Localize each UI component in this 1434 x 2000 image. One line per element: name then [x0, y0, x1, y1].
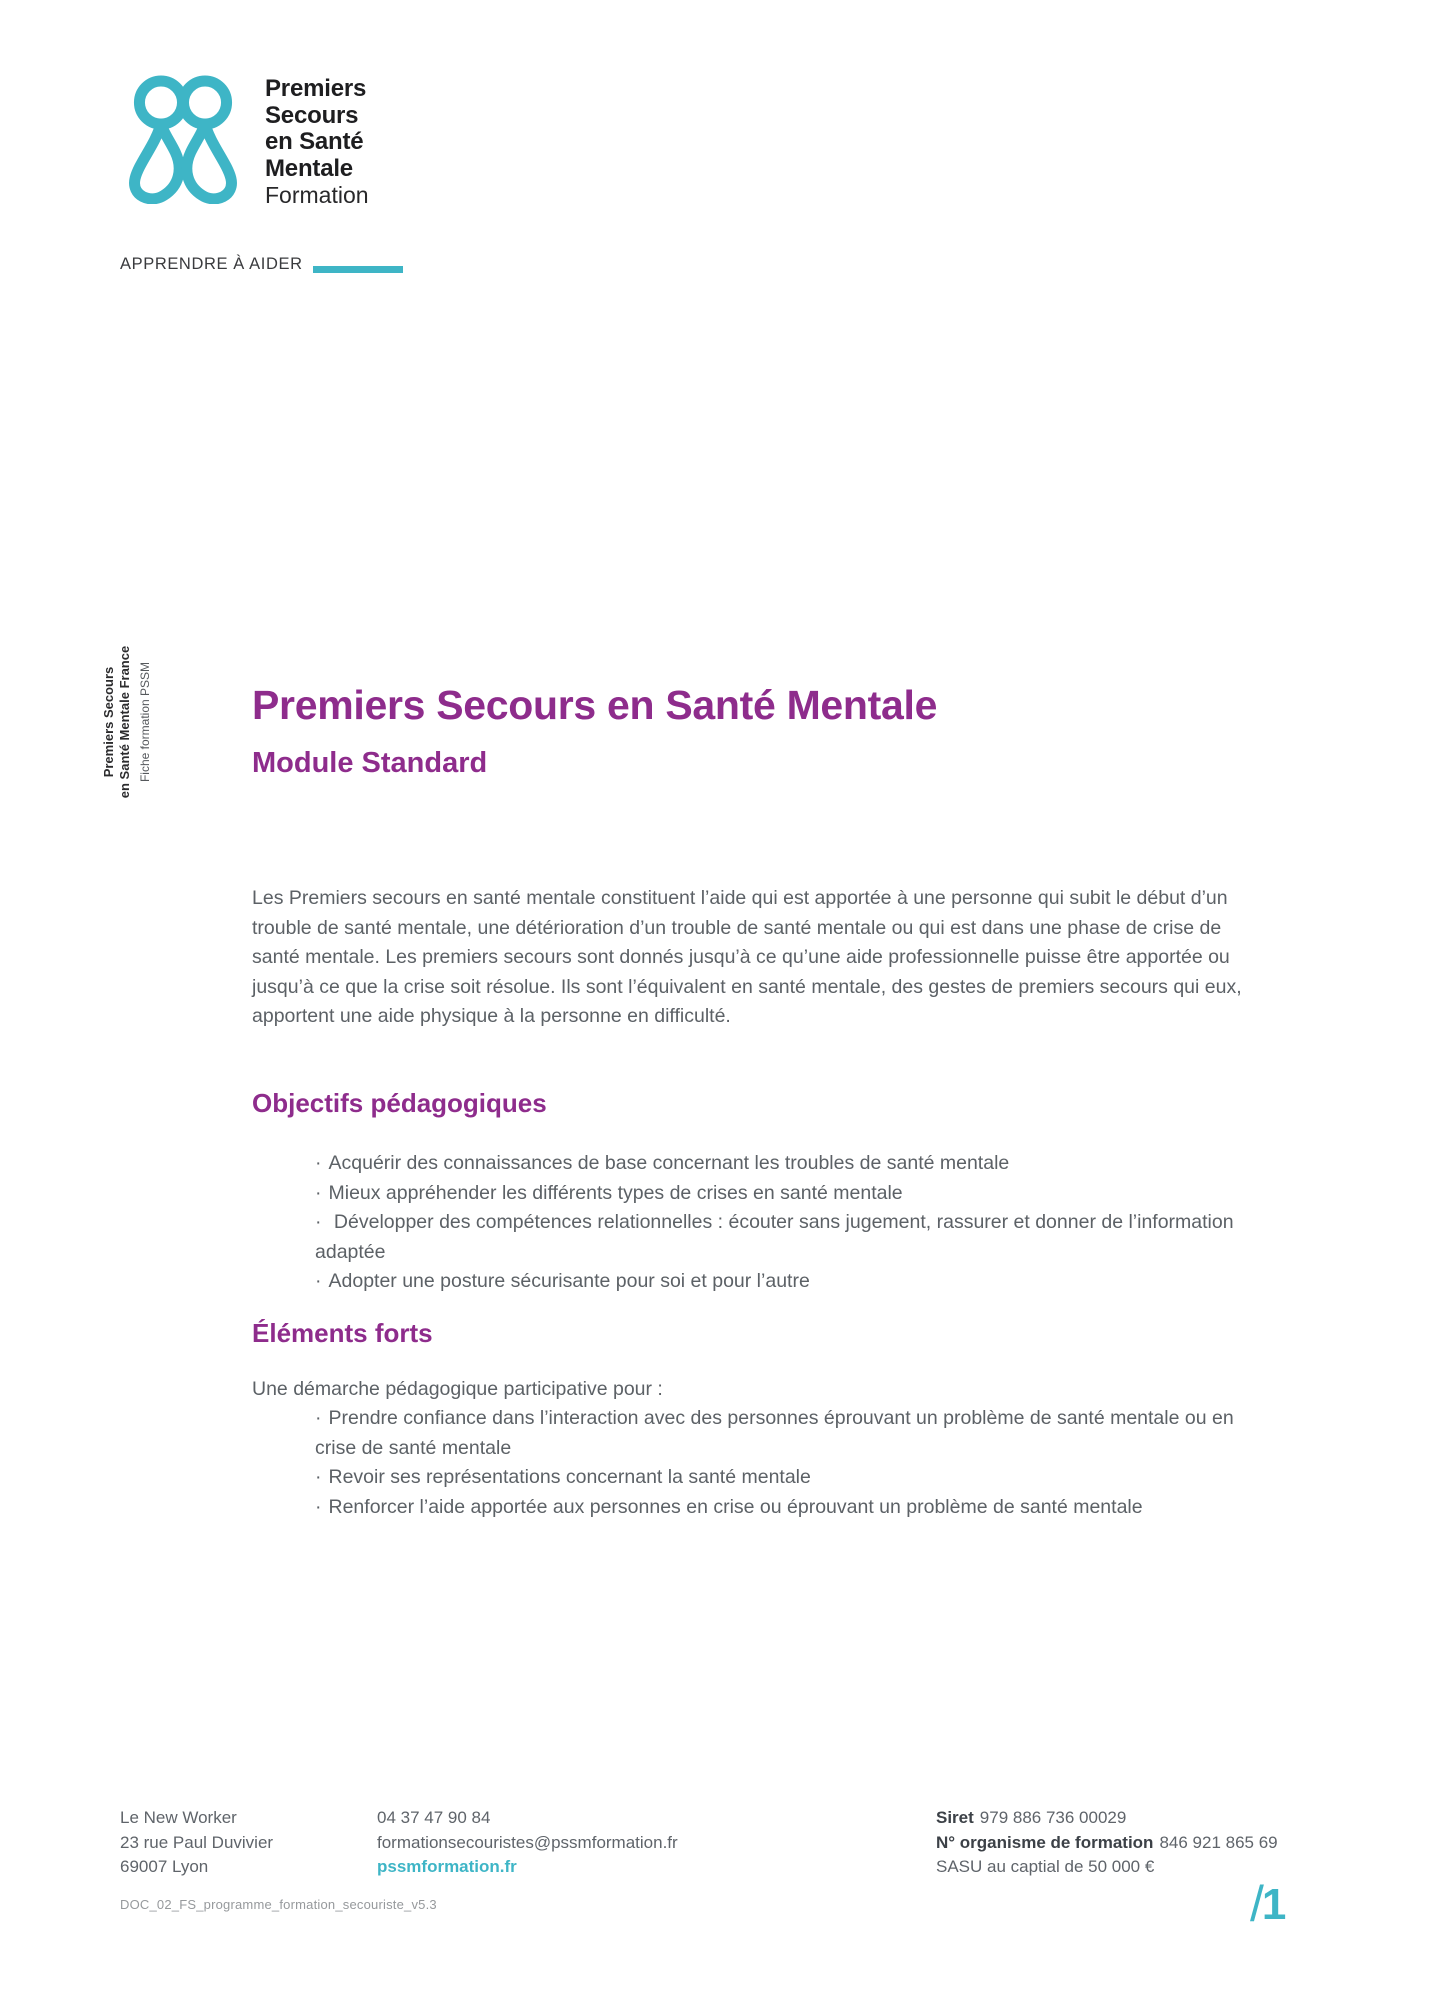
- email-link[interactable]: formationsecouristes@pssmformation.fr: [377, 1832, 678, 1852]
- list-item-text: Prendre confiance dans l’interaction avec des personnes éprouvant un problème de santé mentale ou en crise de santé mentale: [315, 1407, 1234, 1459]
- list-item-text: Mieux appréhender les différents types de crises en santé mentale: [328, 1181, 903, 1204]
- list-item: [315, 1208, 1250, 1267]
- page-number: [1250, 1876, 1286, 1934]
- objectives-list: [315, 1149, 1250, 1297]
- address-line: 23 rue Paul Duvivier: [120, 1832, 274, 1852]
- organisme-label: N° organisme de formation: [936, 1832, 1154, 1852]
- bullet-dot: ·: [315, 1152, 322, 1174]
- bullet-dot: ·: [315, 1211, 322, 1233]
- siret-line: [936, 1806, 1278, 1831]
- pssm-logo-icon: [116, 70, 250, 204]
- siret-value: 979 886 736 00029: [979, 1808, 1127, 1827]
- footer-contact: [377, 1806, 678, 1880]
- footer-address: [120, 1806, 273, 1880]
- logo-word-formation: Formation: [265, 182, 369, 208]
- address-line: 69007 Lyon: [120, 1857, 209, 1876]
- list-item: [315, 1179, 1250, 1209]
- list-item: [315, 1404, 1255, 1463]
- page-number-value: 1: [1261, 1880, 1287, 1929]
- tagline-underline-bar: [313, 266, 403, 273]
- elements-list: [315, 1404, 1255, 1522]
- list-item-text: Développer des compétences relationnelles : écouter sans jugement, rassurer et donner de l’information adaptée: [315, 1211, 1234, 1263]
- page-subtitle: Module Standard: [252, 747, 488, 779]
- sasu-line: SASU au captial de 50 000 €: [936, 1857, 1155, 1876]
- bullet-dot: ·: [315, 1407, 322, 1429]
- side-label-bold-line: Premiers Secours: [101, 666, 116, 778]
- phone-number: 04 37 47 90 84: [377, 1808, 491, 1827]
- logo-word-line: Premiers: [265, 75, 367, 102]
- organisme-line: [936, 1831, 1278, 1856]
- list-item-text: Revoir ses représentations concernant la santé mentale: [328, 1466, 811, 1488]
- bullet-dot: ·: [315, 1270, 322, 1292]
- bullet-dot: ·: [315, 1466, 322, 1488]
- bullet-dot: ·: [315, 1495, 322, 1518]
- side-vertical-label: [101, 622, 153, 822]
- logo-word-line: Mentale: [265, 154, 353, 182]
- logo-word-line: en Santé: [265, 128, 364, 155]
- bullet-dot: ·: [315, 1181, 322, 1204]
- tagline-text: APPRENDRE À AIDER: [120, 255, 303, 273]
- section-heading-objectives: Objectifs pédagogiques: [252, 1088, 547, 1118]
- side-label-regular-line: Fiche formation PSSM: [138, 661, 152, 783]
- list-item-text: Acquérir des connaissances de base concernant les troubles de santé mentale: [328, 1152, 1010, 1174]
- intro-paragraph: Les Premiers secours en santé mentale constituent l’aide qui est apportée à une personne qui subit le début d’un trouble de santé mentale, une détérioration d’un trouble de santé mentale ou qui est dans une phase de crise de santé mentale. Les premiers secours sont donnés jusqu’à ce qu’une aide professionnelle puisse être apportée ou jusqu’à ce que la crise soit résolue. Ils sont l’équivalent en santé mentale, des gestes de premiers secours qui eux, apportent une aide physique à la personne en difficulté.: [252, 887, 1242, 1027]
- elements-lead-text: Une démarche pédagogique participative pour :: [252, 1378, 663, 1400]
- siret-label: Siret: [936, 1808, 974, 1827]
- section-heading-elements: Éléments forts: [252, 1318, 433, 1348]
- list-item: [315, 1463, 1255, 1493]
- logo-word-line: Secours: [265, 101, 359, 129]
- organisme-value: 846 921 865 69: [1159, 1832, 1278, 1852]
- list-item: [315, 1493, 1255, 1523]
- list-item: [315, 1267, 1250, 1297]
- list-item-text: Renforcer l’aide apportée aux personnes en crise ou éprouvant un problème de santé mentale: [328, 1495, 1143, 1518]
- list-item: [315, 1149, 1250, 1179]
- website-link[interactable]: pssmformation.fr: [377, 1857, 517, 1876]
- list-item-text: Adopter une posture sécurisante pour soi et pour l’autre: [328, 1270, 810, 1292]
- page-number-slash: /: [1250, 1876, 1264, 1932]
- address-line: Le New Worker: [120, 1808, 237, 1827]
- logo-wordmark: [265, 76, 369, 209]
- side-label-bold-line: en Santé Mentale France: [117, 645, 132, 799]
- footer-legal: [936, 1806, 1278, 1880]
- page-title: Premiers Secours en Santé Mentale: [252, 682, 938, 728]
- document-reference: DOC_02_FS_programme_formation_secouriste_v5.3: [120, 1897, 437, 1912]
